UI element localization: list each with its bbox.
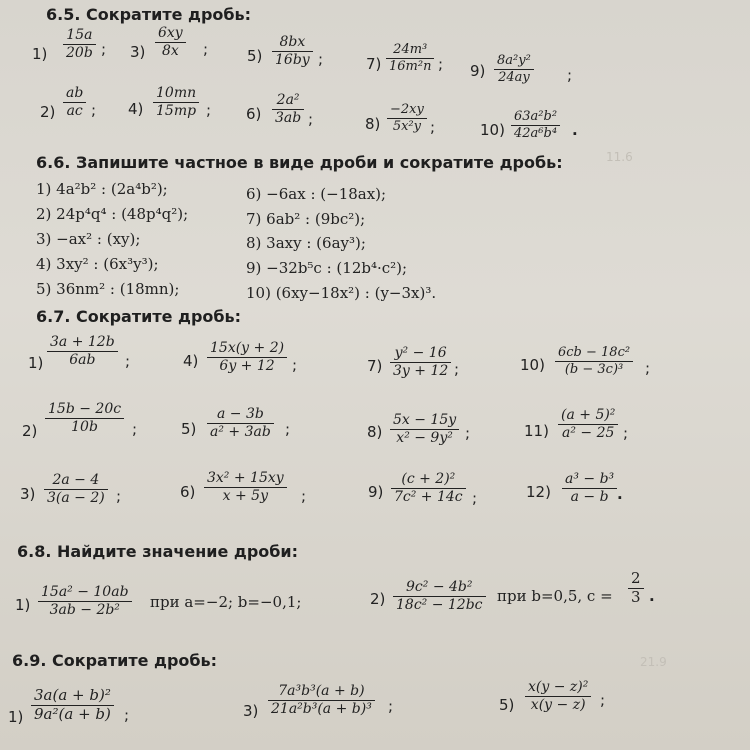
separator: ; — [472, 489, 478, 507]
item-number: 9) — [470, 62, 486, 80]
fraction: 15x(y + 2) 6y + 12 — [207, 341, 287, 373]
item-number: 10) — [480, 121, 505, 139]
separator: ; — [465, 424, 471, 442]
separator: ; — [645, 359, 651, 377]
item-number: 1) — [15, 596, 31, 614]
item-number: 7) — [367, 357, 383, 375]
fraction: 15b − 20c 10b — [45, 402, 124, 434]
separator: ; — [318, 50, 324, 68]
item-number: 1) — [32, 45, 48, 63]
separator: ; — [308, 110, 314, 128]
item-number: 4) — [128, 100, 144, 118]
fraction: 3a(a + b)² 9a²(a + b) — [31, 688, 114, 723]
fraction: y² − 16 3y + 12 — [390, 346, 451, 378]
exercise-title: 6.9. Сократите дробь: — [12, 651, 218, 670]
bleed-through-text: 11.6 — [606, 150, 633, 164]
item-number: 2) — [370, 590, 386, 608]
separator: ; — [430, 118, 436, 136]
fraction: (a + 5)² a² − 25 — [558, 408, 618, 440]
bleed-through-text: 21.9 — [640, 655, 667, 669]
item-number: 2) — [22, 422, 38, 440]
fraction: x(y − z)² x(y − z) — [525, 680, 591, 712]
item-number: 3) — [20, 485, 36, 503]
fraction: 15a² − 10ab 3ab − 2b² — [38, 585, 132, 617]
separator: ; — [101, 40, 107, 58]
item-number: 6) — [180, 483, 196, 501]
item-number: 3) — [130, 43, 146, 61]
separator: ; — [132, 420, 138, 438]
separator: ; — [454, 360, 460, 378]
task-line: 5) 36nm² : (18mn); — [36, 280, 180, 298]
fraction: 3a + 12b 6ab — [47, 335, 118, 367]
separator: ; — [91, 101, 97, 119]
separator: ; — [623, 424, 629, 442]
fraction: 6cb − 18c² (b − 3c)³ — [555, 346, 633, 376]
task-line: 7) 6ab² : (9bc²); — [246, 210, 366, 228]
fraction: 5x − 15y x² − 9y² — [390, 413, 459, 445]
fraction: 63a²b² 42a⁶b⁴ — [511, 110, 560, 140]
exercise-title: 6.6. Запишите частное в виде дроби и сократите дробь: — [36, 153, 563, 172]
item-number: 1) — [8, 708, 24, 726]
separator: ; — [292, 356, 298, 374]
item-number: 12) — [526, 483, 551, 501]
item-number: 11) — [524, 422, 549, 440]
fraction: a − 3b a² + 3ab — [207, 407, 274, 439]
task-line: 10) (6xy−18x²) : (y−3x)³. — [246, 284, 437, 302]
separator: ; — [124, 706, 130, 724]
task-line: 1) 4a²b² : (2a⁴b²); — [36, 180, 168, 198]
separator: ; — [116, 487, 122, 505]
item-number: 6) — [246, 105, 262, 123]
separator: ; — [600, 691, 606, 709]
fraction: 24m³ 16m²n — [386, 43, 434, 73]
separator: ; — [206, 101, 212, 119]
item-number: 7) — [366, 55, 382, 73]
separator: . — [572, 121, 578, 139]
task-line: 8) 3axy : (6ay³); — [246, 234, 366, 252]
fraction: ab ac — [63, 86, 86, 118]
fraction: 15a 20b — [63, 28, 96, 60]
item-number: 9) — [368, 483, 384, 501]
item-number: 5) — [181, 420, 197, 438]
fraction: 10mn 15mp — [153, 86, 199, 118]
task-line: 4) 3xy² : (6x³y³); — [36, 255, 159, 273]
separator: ; — [438, 55, 444, 73]
condition-text: при b=0,5, c = — [497, 587, 613, 605]
task-line: 3) −ax² : (xy); — [36, 230, 141, 248]
item-number: 5) — [499, 696, 515, 714]
exercise-title: 6.8. Найдите значение дроби: — [17, 542, 299, 561]
task-line: 6) −6ax : (−18ax); — [246, 185, 387, 203]
item-number: 10) — [520, 356, 545, 374]
task-line: 2) 24p⁴q⁴ : (48p⁴q²); — [36, 205, 189, 223]
fraction: 3x² + 15xy x + 5y — [204, 471, 287, 503]
separator: ; — [567, 66, 573, 84]
separator: . — [649, 587, 655, 605]
fraction: 8bx 16by — [272, 35, 313, 67]
item-number: 1) — [28, 354, 44, 372]
separator: ; — [203, 40, 209, 58]
task-line: 9) −32b⁵c : (12b⁴·c²); — [246, 259, 408, 277]
separator: ; — [125, 352, 131, 370]
separator: ; — [388, 697, 394, 715]
fraction: 7a³b³(a + b) 21a²b³(a + b)³ — [268, 684, 375, 716]
fraction: 2a² 3ab — [272, 93, 304, 125]
separator: . — [617, 485, 623, 503]
fraction: a³ − b³ a − b — [562, 472, 617, 504]
fraction: 6xy 8x — [155, 26, 186, 58]
condition-text: при a=−2; b=−0,1; — [150, 593, 302, 611]
item-number: 2) — [40, 103, 56, 121]
exercise-title: 6.7. Сократите дробь: — [36, 307, 242, 326]
item-number: 5) — [247, 47, 263, 65]
item-number: 8) — [367, 423, 383, 441]
exercise-title: 6.5. Сократите дробь: — [46, 5, 252, 24]
fraction: 8a²y² 24ay — [494, 54, 534, 84]
item-number: 4) — [183, 352, 199, 370]
fraction: −2xy 5x²y — [387, 103, 427, 133]
separator: ; — [285, 420, 291, 438]
fraction: (c + 2)² 7c² + 14c — [391, 472, 466, 504]
item-number: 3) — [243, 702, 259, 720]
fraction: 9c² − 4b² 18c² − 12bc — [393, 580, 486, 612]
fraction: 2a − 4 3(a − 2) — [44, 473, 108, 505]
fraction: 2 3 — [628, 571, 644, 606]
separator: ; — [301, 487, 307, 505]
item-number: 8) — [365, 115, 381, 133]
